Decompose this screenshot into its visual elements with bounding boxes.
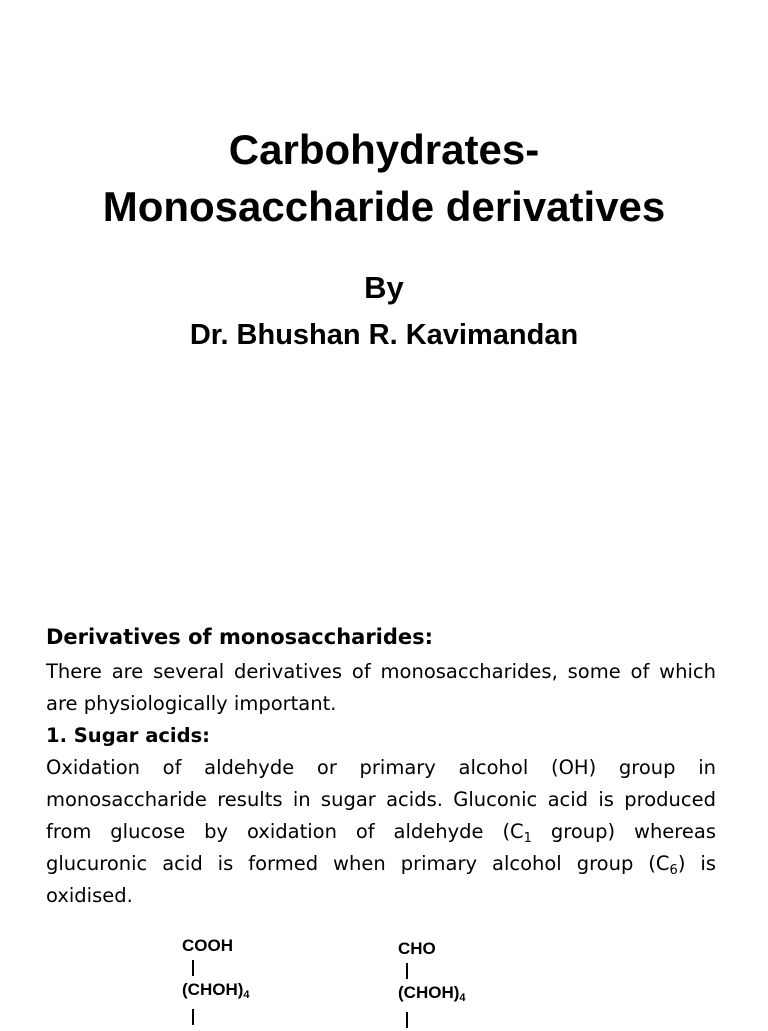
byline-label: By [364, 270, 404, 305]
paragraph-part-1: Oxidation of aldehyde or primary alcohol (OH) group in monosaccharide results in sugar acids. Gluconic acid is produced from glucose by oxidation of aldehyde (C [46, 756, 716, 843]
formula-middle-group [182, 979, 250, 1006]
sugar-acids-heading: 1. Sugar acids: [46, 724, 210, 747]
formula-top-group: CHO [398, 939, 436, 958]
intro-paragraph: There are several derivatives of monosaccharides, some of which are physiologically important. [46, 660, 716, 715]
formula-middle-group [398, 982, 466, 1009]
bond-line [406, 1012, 408, 1028]
bond-line [406, 963, 408, 979]
subscript-6: 6 [669, 863, 678, 878]
formula-middle-subscript: 4 [459, 992, 466, 1004]
section-heading: Derivatives of monosaccharides: [46, 625, 434, 649]
gluconic-acid-structure [182, 935, 250, 1028]
formula-middle-text: (CHOH) [182, 980, 244, 999]
author-name: Dr. Bhushan R. Kavimandan [189, 319, 579, 351]
content-slide [46, 618, 716, 912]
formula-middle-text: (CHOH) [398, 983, 460, 1002]
slide-title-line-1: Carbohydrates- [228, 126, 540, 173]
bond-line [192, 960, 194, 976]
slide-title-line-2: Monosaccharide derivatives [102, 183, 666, 230]
paragraph-part-3: ) is oxidised. [46, 852, 716, 907]
glucuronic-acid-structure [398, 938, 466, 1031]
paragraph-part-2: group) whereas glucuronic acid is formed when primary alcohol group (C [46, 820, 716, 875]
bond-line [192, 1009, 194, 1025]
formula-top-group: COOH [182, 936, 233, 955]
sugar-acids-paragraph [46, 752, 716, 912]
formula-middle-subscript: 4 [243, 989, 250, 1001]
subscript-1: 1 [523, 831, 532, 846]
